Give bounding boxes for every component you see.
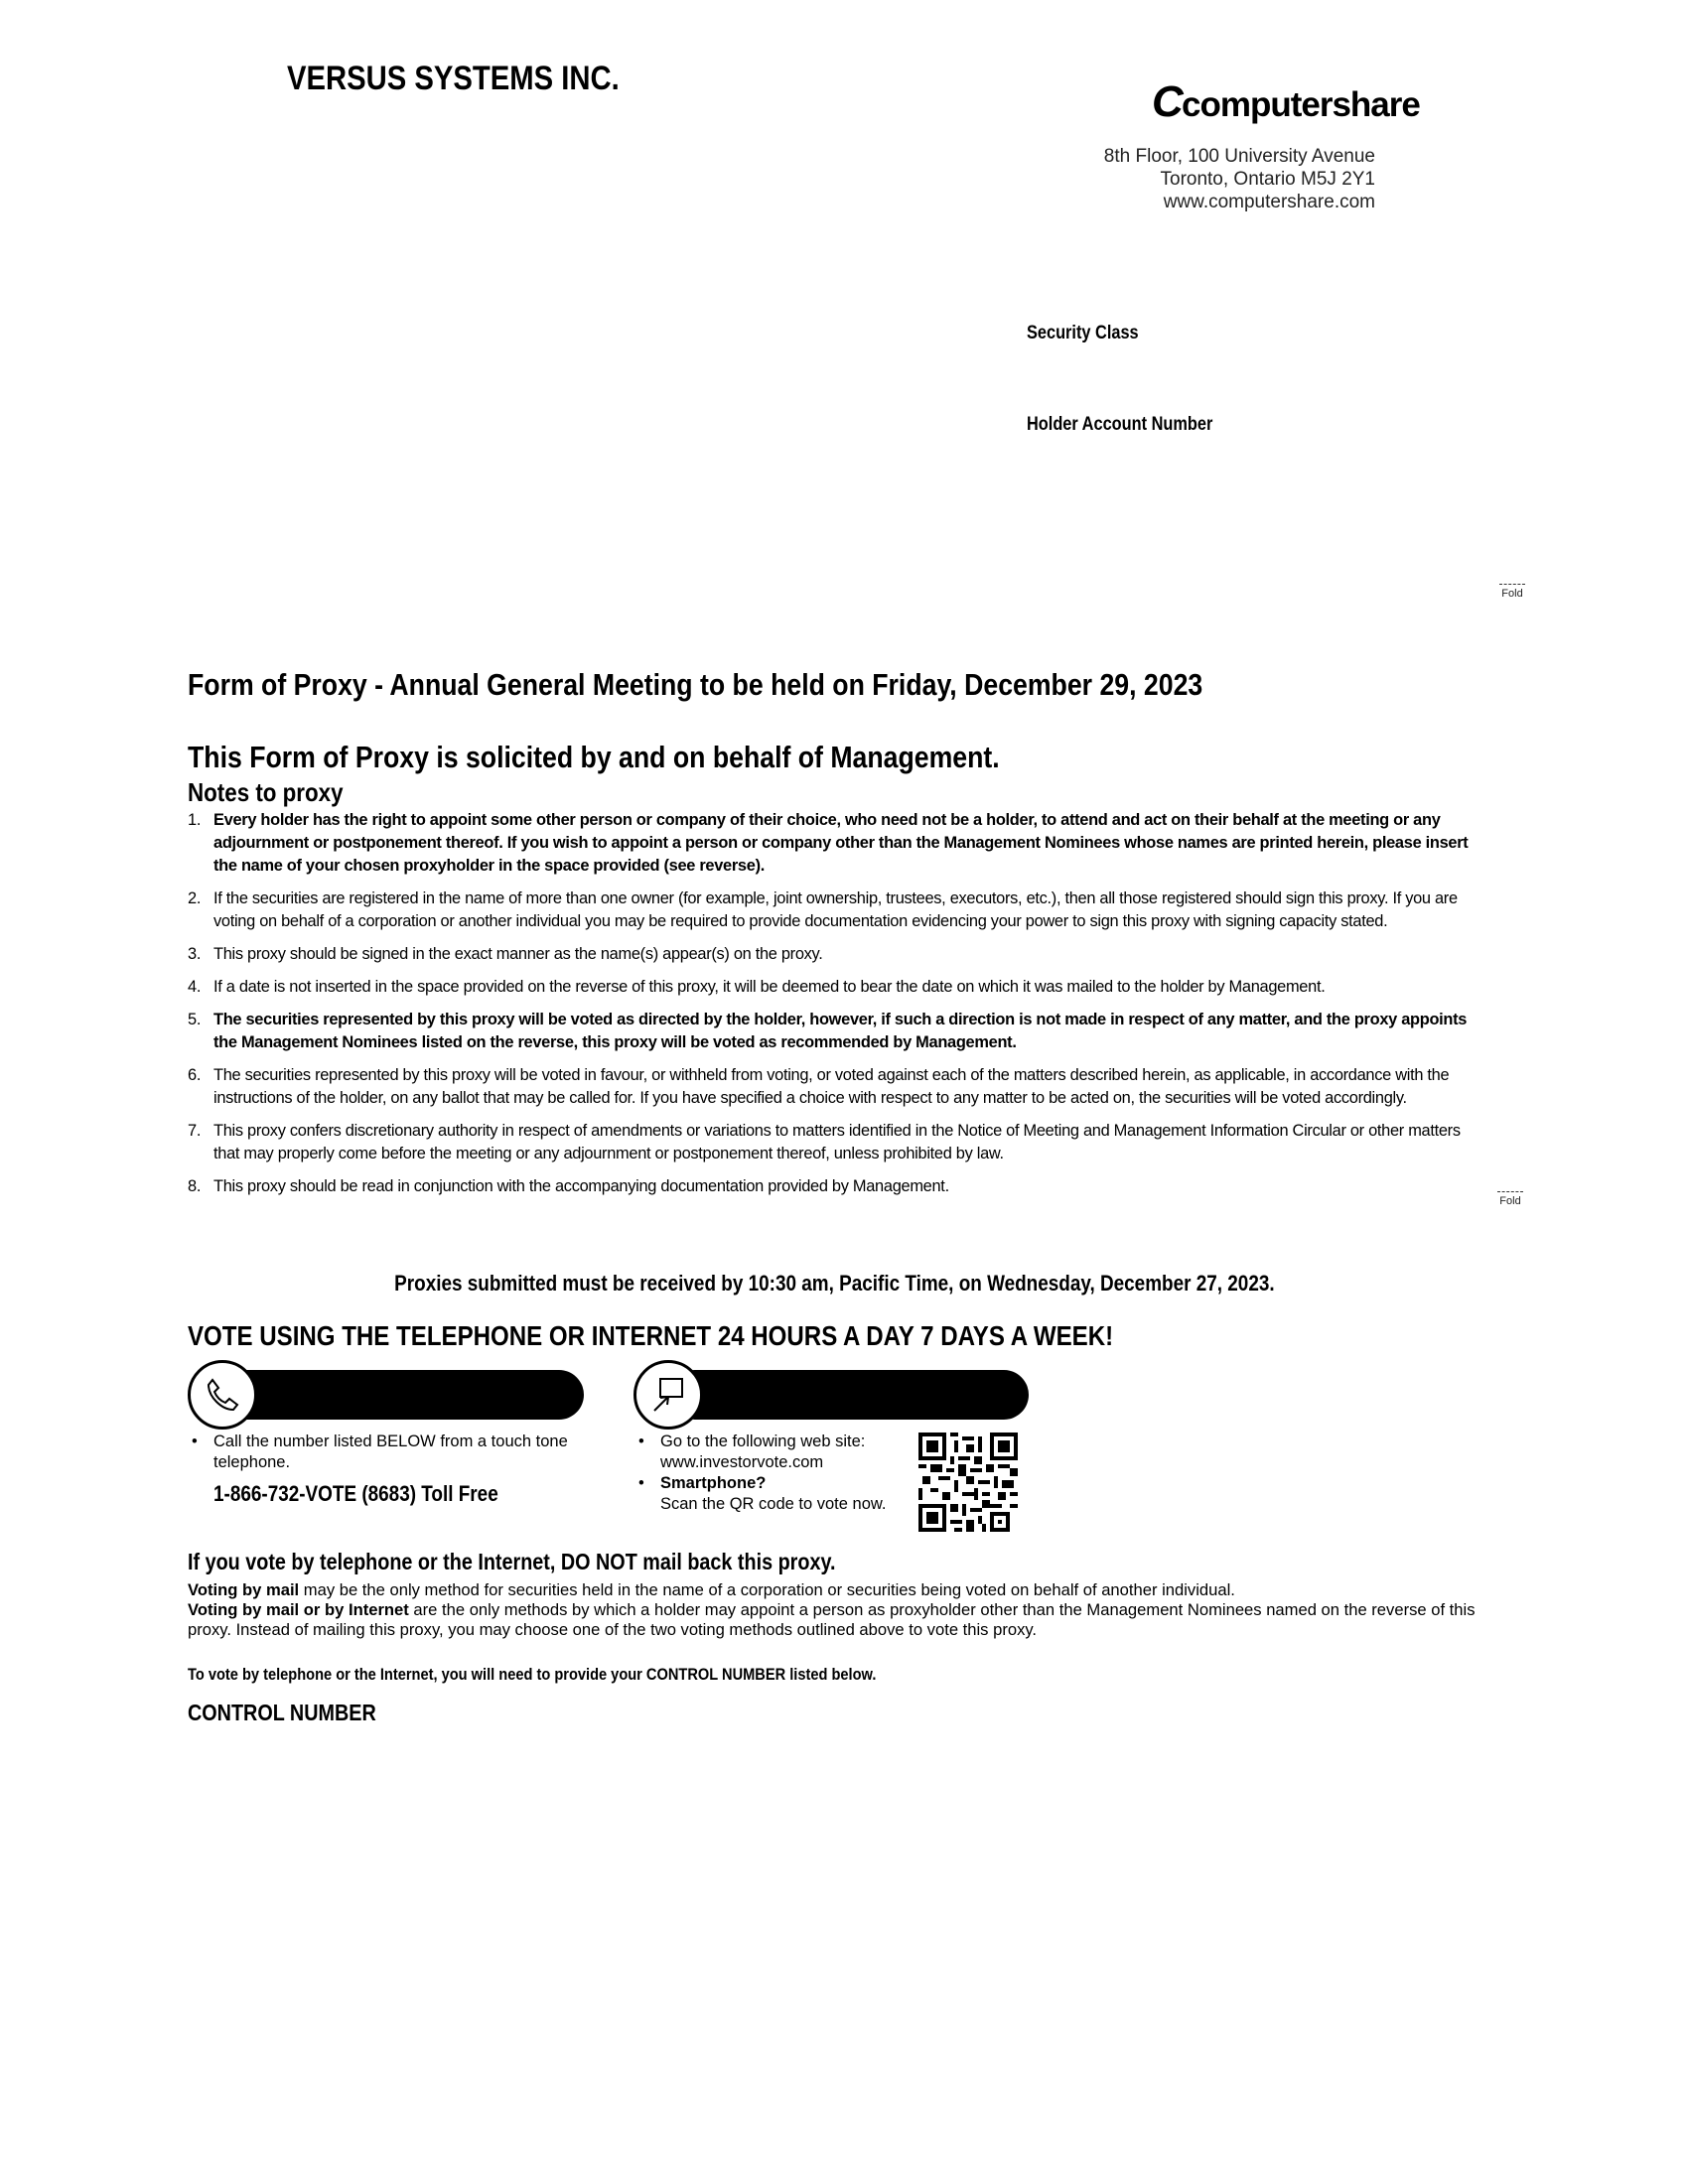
notes-heading: Notes to proxy (188, 777, 344, 807)
fold-mark (1497, 584, 1527, 600)
note-item: 6. The securities represented by this proxy will be voted in favour, or withheld from voting, or voted against each of the matters described herein, as applicable, in accordance with the instructions of the holder, on any ballot that may be called for. If you have specified a choice with respect to any matter to be acted on, the securities will be voted accordingly. (188, 1066, 1450, 1107)
address-line-2: Toronto, Ontario M5J 2Y1 (1160, 169, 1375, 190)
phone-number[interactable]: 1-866-732-VOTE (8683) Toll Free (213, 1481, 498, 1506)
proxy-deadline: Proxies submitted must be received by 10:30 am, Pacific Time, on Wednesday, December 27, 2023. (393, 1271, 1275, 1296)
note-item: 4. If a date is not inserted in the space provided on the reverse of this proxy, it will be deemed to bear the date on which it was mailed to the holder by Management. (188, 978, 1326, 996)
voting-by-mail-text: Voting by mail may be the only method for securities held in the name of a corporation or securities being voted on behalf of another individual. Voting by mail or by Internet are the only methods by which a holder may appoint a person as proxyholder other than the Management Nominees named on the reverse of this proxy. Instead of mailing this proxy, you may choose one of the two voting methods outlined above to vote this proxy. (188, 1580, 1476, 1639)
smartphone-instruction: • Smartphone? Scan the QR code to vote now. (638, 1474, 887, 1513)
notes-list (188, 809, 1469, 1208)
investorvote-link[interactable]: www.investorvote.com (660, 1453, 824, 1471)
security-class-label: Security Class (1027, 323, 1139, 343)
address-website[interactable]: www.computershare.com (1163, 192, 1375, 212)
computershare-logo: C computershare (1152, 77, 1420, 126)
note-item: 5. The securities represented by this proxy will be voted as directed by the holder, however, if such a direction is not made in respect of any matter, and the proxy appoints the Management Nominees listed on the reverse, this proxy will be voted as recommended by Management. (188, 1011, 1468, 1051)
solicited-heading: This Form of Proxy is solicited by and on behalf of Management. (188, 740, 1000, 774)
note-item: 7. This proxy confers discretionary authority in respect of amendments or variations to matters identified in the Notice of Meeting and Management Information Circular or other matters that may properly come before the meeting or any adjournment or postponement thereof, unless prohibited by law. (188, 1122, 1461, 1162)
internet-banner (685, 1370, 1029, 1420)
note-item: 2. If the securities are registered in the name of more than one owner (for example, joint ownership, trustees, executors, etc.), then all those registered should sign this proxy. If you are voting on behalf of a corporation or another individual you may be required to provide documentation evidencing your power to sign this proxy with signing capacity stated. (188, 889, 1458, 930)
note-item: 8. This proxy should be read in conjunction with the accompanying documentation provided by Management. (188, 1177, 949, 1195)
holder-account-label: Holder Account Number (1027, 414, 1213, 435)
control-number-label: CONTROL NUMBER (188, 1700, 376, 1725)
form-title: Form of Proxy - Annual General Meeting to be held on Friday, December 29, 2023 (188, 667, 1203, 702)
note-item: 1. Every holder has the right to appoint some other person or company of their choice, who need not be a holder, to attend and act on their behalf at the meeting or any adjournment or postponement thereof. If you wish to appoint a person or company other than the Management Nominees whose names are printed herein, please insert the name of your chosen proxyholder in the space provided (see reverse). (188, 811, 1469, 875)
do-not-mail-heading: If you vote by telephone or the Internet, DO NOT mail back this proxy. (188, 1549, 836, 1574)
qr-code[interactable] (918, 1433, 1018, 1532)
fold-label: Fold (1501, 588, 1523, 600)
computer-cursor-icon (633, 1360, 703, 1430)
fold-label: Fold (1499, 1195, 1521, 1207)
fold-mark (1495, 1191, 1525, 1207)
phone-instruction: • Call the number listed BELOW from a touch tone telephone. (192, 1433, 568, 1471)
telephone-banner (234, 1370, 584, 1420)
vote-heading: VOTE USING THE TELEPHONE OR INTERNET 24 HOURS A DAY 7 DAYS A WEEK! (188, 1320, 1114, 1351)
internet-instruction: • Go to the following web site: www.investorvote.com (638, 1433, 866, 1471)
company-name: VERSUS SYSTEMS INC. (287, 60, 620, 97)
phone-icon (188, 1360, 257, 1430)
logo-text: computershare (1182, 85, 1420, 124)
control-number-note: To vote by telephone or the Internet, you will need to provide your CONTROL NUMBER listed below. (188, 1665, 877, 1684)
address-line-1: 8th Floor, 100 University Avenue (1103, 146, 1375, 167)
note-item: 3. This proxy should be signed in the exact manner as the name(s) appear(s) on the proxy. (188, 945, 823, 963)
